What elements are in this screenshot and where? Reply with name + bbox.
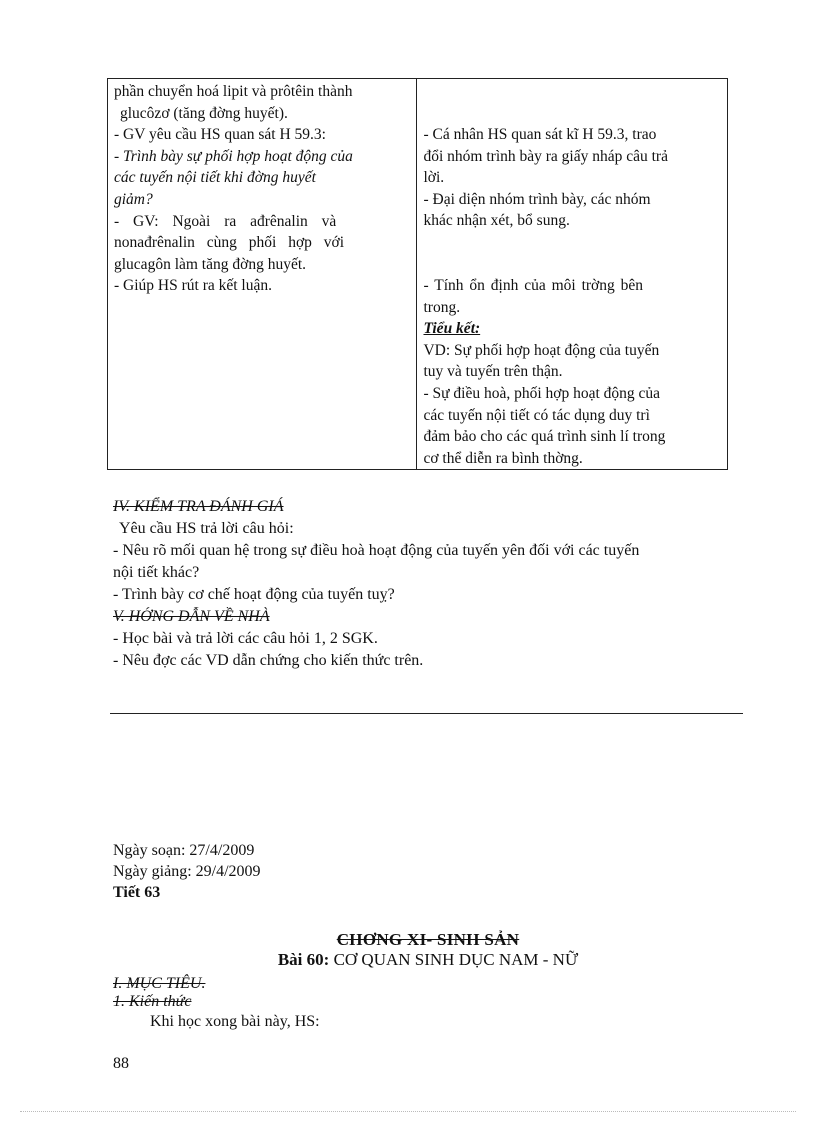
lesson-title: [0, 950, 816, 970]
subsection-title: 1. Kiến thức: [113, 993, 192, 1010]
intro-text: Khi học xong bài này, HS:: [150, 1013, 320, 1030]
text-line: khác nhận xét, bổ sung.: [423, 212, 570, 230]
text-line: các tuyến nội tiết có tác dụng duy trì: [423, 406, 650, 424]
text-line: - GV: Ngoài ra ađrênalin và: [114, 212, 337, 230]
assessment-section: [113, 496, 753, 672]
question-line: giảm?: [114, 190, 153, 208]
question-line: - Trình bày sự phối hợp hoạt động của: [114, 147, 353, 165]
text-line: cơ thể diễn ra bình thờng.: [423, 449, 583, 467]
text-line: phần chuyển hoá lipit và prôtêin thành: [114, 83, 353, 100]
text-line: - Cá nhân HS quan sát kĩ H 59.3, trao: [423, 126, 657, 143]
text-line: - Trình bày cơ chế hoạt động của tuyến tuỵ?: [113, 586, 395, 603]
period-label: Tiết 63: [113, 884, 161, 901]
text-line: - GV yêu cầu HS quan sát H 59.3:: [114, 126, 326, 144]
student-activity-cell: [417, 79, 728, 470]
prepared-date: Ngày soạn: 27/4/2009: [113, 842, 255, 859]
text-line: - Nêu rõ mối quan hệ trong sự điều hoà hoạt động của tuyến yên đối với các tuyến: [113, 542, 640, 559]
page-number: 88: [113, 1055, 129, 1072]
text-line: đổi nhóm trình bày ra giấy nháp câu trả: [423, 147, 668, 165]
question-line: các tuyến nội tiết khi đờng huyết: [114, 169, 316, 187]
text-line: - Giúp HS rút ra kết luận.: [114, 277, 272, 295]
section-divider: [110, 713, 743, 714]
section-title: IV. KIỂM TRA ĐÁNH GIÁ: [113, 498, 284, 515]
section-title: V. HỚNG DẪN VỀ NHÀ: [113, 608, 270, 625]
text-line: lời.: [423, 169, 445, 187]
text-line: Yêu cầu HS trả lời câu hỏi:: [119, 520, 294, 537]
text-line: - Học bài và trả lời các câu hỏi 1, 2 SGK.: [113, 630, 378, 647]
text-line: - Nêu đợc các VD dẫn chứng cho kiến thức trên.: [113, 652, 424, 669]
text-line: - Đại diện nhóm trình bày, các nhóm: [423, 190, 651, 208]
section-title: I. MỤC TIÊU.: [113, 975, 206, 992]
text-line: nội tiết khác?: [113, 564, 200, 581]
text-line: tuy và tuyến trên thận.: [423, 363, 563, 381]
text-line: trong.: [423, 298, 461, 316]
activity-table: [107, 78, 728, 470]
lesson-meta: [113, 840, 261, 903]
text-line: glucôzơ (tăng đờng huyết).: [120, 104, 288, 122]
chapter-title: CHƠNG XI- SINH SẢN: [336, 930, 520, 949]
page-bottom-border: [20, 1111, 796, 1112]
text-line: - Tính ổn định của môi trờng bên: [423, 276, 643, 294]
teacher-activity-cell: [108, 79, 417, 470]
taught-date: Ngày giảng: 29/4/2009: [113, 863, 261, 880]
text-line: đảm bảo cho các quá trình sinh lí trong: [423, 428, 666, 446]
text-line: glucagôn làm tăng đờng huyết.: [114, 255, 307, 273]
objectives-section: [113, 975, 205, 1011]
table-row: [108, 79, 728, 470]
spacer: [423, 232, 721, 275]
summary-heading: Tiểu kết:: [423, 320, 481, 338]
lesson-name: CƠ QUAN SINH DỤC NAM - NỮ: [329, 950, 579, 969]
text-line: - Sự điều hoà, phối hợp hoạt động của: [423, 384, 661, 402]
text-line: nonađrênalin cùng phối hợp với: [114, 234, 345, 252]
spacer: [423, 81, 721, 124]
lesson-label: Bài 60:: [277, 950, 330, 969]
text-line: VD: Sự phối hợp hoạt động của tuyến: [423, 341, 660, 359]
